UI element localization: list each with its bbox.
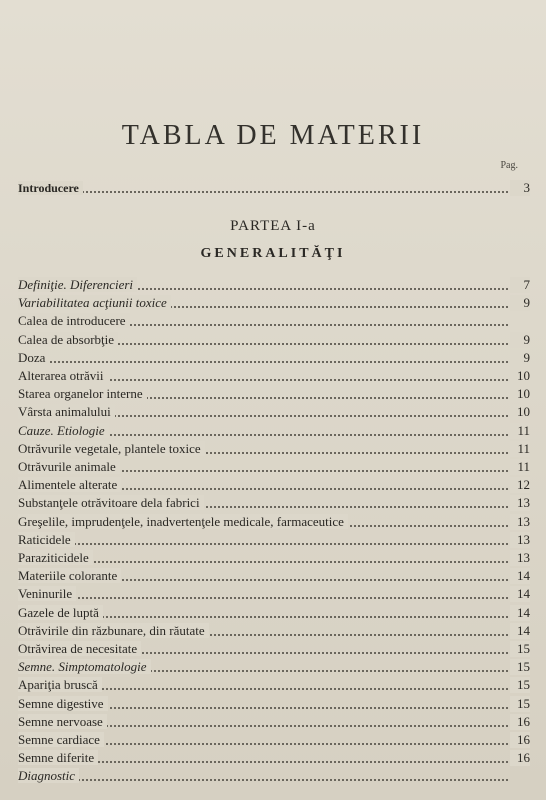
toc-entry-label: Veninurile xyxy=(18,586,76,601)
toc-entry-page: 10 xyxy=(510,386,530,402)
toc-entry-label: Otrăvurile animale xyxy=(18,459,120,474)
toc-entry-page: 13 xyxy=(510,550,530,566)
section-heading: GENERALITĂŢI xyxy=(200,246,346,261)
toc-entry-label: Alterarea otrăvii xyxy=(18,368,108,383)
part-heading: PARTEA I-a xyxy=(230,218,316,234)
toc-entry-introduction xyxy=(18,180,530,196)
toc-entry xyxy=(18,514,530,530)
toc-entry-page: 14 xyxy=(510,568,530,584)
toc-entry-page: 3 xyxy=(510,180,530,196)
toc-entry xyxy=(18,768,530,784)
toc-entry-label: Semne. Simptomatologie xyxy=(18,659,151,674)
toc-entry xyxy=(18,441,530,457)
toc-entry xyxy=(18,495,530,511)
toc-entry-label: Introducere xyxy=(18,181,83,195)
toc-entry-page: 15 xyxy=(510,659,530,675)
dot-leader xyxy=(18,779,508,781)
toc-entry-label: Otrăvirea de necesitate xyxy=(18,641,141,656)
page-column-label: Pag. xyxy=(500,160,518,171)
toc-entry-label: Otrăvirile din răzbunare, din răutate xyxy=(18,623,209,638)
toc-entry xyxy=(18,386,530,402)
toc-entry-label: Semne cardiace xyxy=(18,732,104,747)
toc-entry-page: 15 xyxy=(510,677,530,693)
toc-entry-label: Substanţele otrăvitoare dela fabrici xyxy=(18,495,204,510)
toc-entry-label: Doza xyxy=(18,350,49,365)
toc-entry-page: 11 xyxy=(510,441,530,457)
dot-leader xyxy=(18,191,508,193)
toc-entry xyxy=(18,423,530,439)
toc-entry-page: 10 xyxy=(510,368,530,384)
toc-entry-page: 15 xyxy=(510,696,530,712)
toc-entry-label: Vârsta animalului xyxy=(18,404,115,419)
toc-entry xyxy=(18,714,530,730)
toc-entry-page: 11 xyxy=(510,423,530,439)
toc-entry-page: 13 xyxy=(510,514,530,530)
toc-entry xyxy=(18,313,530,329)
toc-entry-label: Semne digestive xyxy=(18,696,108,711)
toc-entry-page: 16 xyxy=(510,750,530,766)
toc-entry xyxy=(18,295,530,311)
toc-entry-label: Apariţia bruscă xyxy=(18,677,102,692)
toc-entry-label: Semne diferite xyxy=(18,750,98,765)
toc-entry xyxy=(18,332,530,348)
toc-entry-page: 13 xyxy=(510,495,530,511)
toc-entry xyxy=(18,568,530,584)
toc-entry-page: 11 xyxy=(510,459,530,475)
toc-entry-page: 14 xyxy=(510,623,530,639)
toc-entry-label: Gazele de luptă xyxy=(18,605,103,620)
toc-entry-label: Definiţie. Diferencieri xyxy=(18,277,137,292)
toc-entry xyxy=(18,277,530,293)
toc-entry-page: 16 xyxy=(510,714,530,730)
toc-entry-page: 16 xyxy=(510,732,530,748)
toc-entry xyxy=(18,459,530,475)
toc-entry-page: 7 xyxy=(510,277,530,293)
toc-entry-page: 9 xyxy=(510,295,530,311)
dot-leader xyxy=(18,597,508,599)
toc-entry-label: Materiile colorante xyxy=(18,568,121,583)
toc-entry-label: Otrăvurile vegetale, plantele toxice xyxy=(18,441,205,456)
toc-entry xyxy=(18,532,530,548)
toc-entry xyxy=(18,641,530,657)
toc-entry xyxy=(18,404,530,420)
toc-entry xyxy=(18,477,530,493)
toc-entry-page: 10 xyxy=(510,404,530,420)
toc-entry-page: 12 xyxy=(510,477,530,493)
toc-entry-page: 9 xyxy=(510,350,530,366)
toc-entry xyxy=(18,659,530,675)
toc-entry xyxy=(18,586,530,602)
toc-entry-page: 13 xyxy=(510,532,530,548)
dot-leader xyxy=(18,543,508,545)
toc-entry-label: Diagnostic xyxy=(18,768,79,783)
toc-entry xyxy=(18,677,530,693)
toc-entry-label: Cauze. Etiologie xyxy=(18,423,109,438)
toc-entry xyxy=(18,550,530,566)
toc-entry-page: 15 xyxy=(510,641,530,657)
toc-entry-label: Variabilitatea acţiunii toxice xyxy=(18,295,171,310)
toc-entry-page: 14 xyxy=(510,586,530,602)
toc-entry xyxy=(18,750,530,766)
toc-entry-label: Paraziticidele xyxy=(18,550,93,565)
toc-entry-label: Raticidele xyxy=(18,532,75,547)
toc-entry-label: Greşelile, imprudenţele, inadvertenţele medicale, farmaceutice xyxy=(18,514,348,529)
toc-entry xyxy=(18,623,530,639)
toc-entry-label: Calea de introducere xyxy=(18,313,130,328)
toc-entry-label: Starea organelor interne xyxy=(18,386,147,401)
page-title: TABLA DE MATERII xyxy=(121,120,425,151)
toc-entry xyxy=(18,732,530,748)
toc-entry-label: Alimentele alterate xyxy=(18,477,121,492)
toc-entry-page: 9 xyxy=(510,332,530,348)
dot-leader xyxy=(18,361,508,363)
toc-entry xyxy=(18,605,530,621)
toc-entry xyxy=(18,368,530,384)
toc-entry xyxy=(18,350,530,366)
toc-entry-page: 14 xyxy=(510,605,530,621)
toc-entry-label: Calea de absorbţie xyxy=(18,332,118,347)
toc-entry-label: Semne nervoase xyxy=(18,714,107,729)
toc-entry xyxy=(18,696,530,712)
